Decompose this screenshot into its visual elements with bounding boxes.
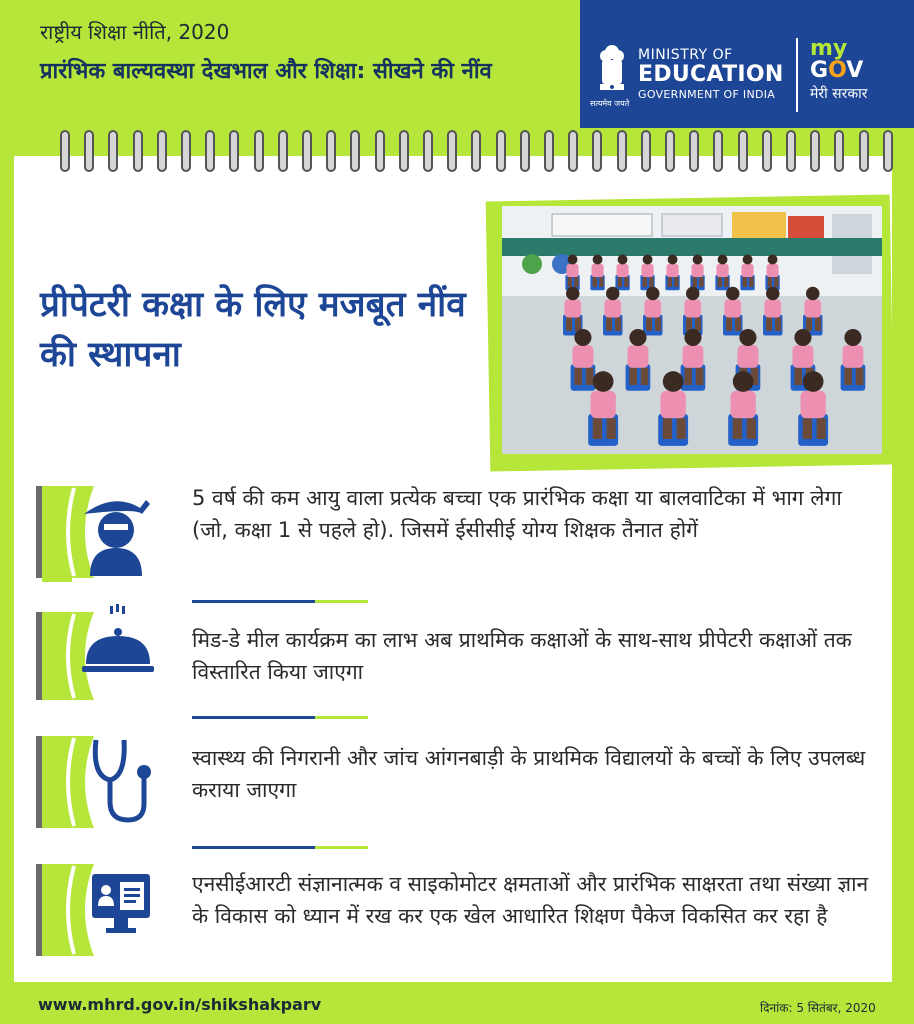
emblem-caption: सत्यमेव जयते bbox=[590, 99, 630, 108]
binder-ring bbox=[641, 130, 651, 172]
binder-ring bbox=[108, 130, 118, 172]
binder-ring bbox=[713, 130, 723, 172]
national-emblem-icon bbox=[596, 40, 628, 104]
item-text-3: स्वास्थ्य की निगरानी और जांच आंगनबाड़ी के प्राथमिक विद्यालयों के बच्चों के लिए उपलब्ध कराया जाएगा bbox=[192, 746, 866, 802]
binder-ring bbox=[617, 130, 627, 172]
binder-ring bbox=[254, 130, 264, 172]
ministry-line3: GOVERNMENT OF INDIA bbox=[638, 88, 776, 101]
item-divider-2 bbox=[192, 716, 368, 719]
page-title: प्रारंभिक बाल्यवस्था देखभाल और शिक्षा: सीखने की नींव bbox=[40, 59, 492, 84]
book-stethoscope-icon bbox=[36, 732, 160, 828]
logo-divider bbox=[796, 38, 798, 112]
binder-ring bbox=[181, 130, 191, 172]
binder-ring bbox=[157, 130, 167, 172]
binder-ring bbox=[496, 130, 506, 172]
mygov-gov: GOV bbox=[810, 58, 864, 83]
binder-rings bbox=[0, 130, 914, 178]
item-text-4: एनसीईआरटी संज्ञानात्मक व साइकोमोटर क्षमताओं और प्रारंभिक साक्षरता तथा संख्या ज्ञान के विकास को ध्यान में रख कर एक खेल आधारित शिक्षण पैकेज विकसित कर रहा है bbox=[192, 872, 869, 928]
binder-ring bbox=[423, 130, 433, 172]
binder-ring bbox=[738, 130, 748, 172]
ministry-logo bbox=[638, 48, 784, 100]
footer-date: दिनांक: 5 सितंबर, 2020 bbox=[760, 1001, 876, 1015]
mygov-my: my bbox=[810, 36, 848, 61]
binder-ring bbox=[278, 130, 288, 172]
item-text-2: मिड-डे मील कार्यक्रम का लाभ अब प्राथमिक कक्षाओं के साथ-साथ प्रीपेटरी कक्षाओं तक विस्तारित किया जाएगा bbox=[192, 628, 852, 684]
footer-url[interactable]: www.mhrd.gov.in/shikshakparv bbox=[38, 995, 322, 1014]
book-teacher-icon bbox=[36, 486, 160, 582]
binder-ring bbox=[544, 130, 554, 172]
classroom-photo bbox=[502, 206, 882, 454]
item-text-1: 5 वर्ष की कम आयु वाला प्रत्येक बच्चा एक प्रारंभिक कक्षा या बालवाटिका में भाग लेगा (जो, कक्षा 1 से पहले हो). जिसमें ईसीसीई योग्य शिक्षक तैनात होगें bbox=[192, 486, 842, 542]
binder-ring bbox=[350, 130, 360, 172]
classroom-illustration bbox=[502, 206, 882, 454]
binder-ring bbox=[859, 130, 869, 172]
binder-ring bbox=[786, 130, 796, 172]
headline: प्रीपेटरी कक्षा के लिए मजबूत नींव की स्थापना bbox=[40, 285, 466, 375]
binder-ring bbox=[762, 130, 772, 172]
binder-ring bbox=[592, 130, 602, 172]
binder-ring bbox=[834, 130, 844, 172]
item-divider-1 bbox=[192, 600, 368, 603]
ministry-line2: EDUCATION bbox=[638, 62, 784, 87]
binder-ring bbox=[205, 130, 215, 172]
mygov-tagline: मेरी सरकार bbox=[810, 86, 868, 102]
book-meal-icon bbox=[36, 604, 160, 700]
binder-ring bbox=[568, 130, 578, 172]
binder-ring bbox=[84, 130, 94, 172]
binder-ring bbox=[302, 130, 312, 172]
binder-ring bbox=[375, 130, 385, 172]
binder-ring bbox=[883, 130, 893, 172]
ministry-line1: MINISTRY OF bbox=[638, 47, 733, 63]
binder-ring bbox=[60, 130, 70, 172]
binder-ring bbox=[133, 130, 143, 172]
binder-ring bbox=[520, 130, 530, 172]
item-divider-3 bbox=[192, 846, 368, 849]
binder-ring bbox=[399, 130, 409, 172]
binder-ring bbox=[665, 130, 675, 172]
binder-ring bbox=[689, 130, 699, 172]
policy-label: राष्ट्रीय शिक्षा नीति, 2020 bbox=[40, 20, 230, 44]
binder-ring bbox=[229, 130, 239, 172]
mygov-logo bbox=[810, 38, 867, 103]
book-computer-icon bbox=[36, 860, 160, 956]
binder-ring bbox=[471, 130, 481, 172]
binder-ring bbox=[810, 130, 820, 172]
binder-ring bbox=[326, 130, 336, 172]
binder-ring bbox=[447, 130, 457, 172]
